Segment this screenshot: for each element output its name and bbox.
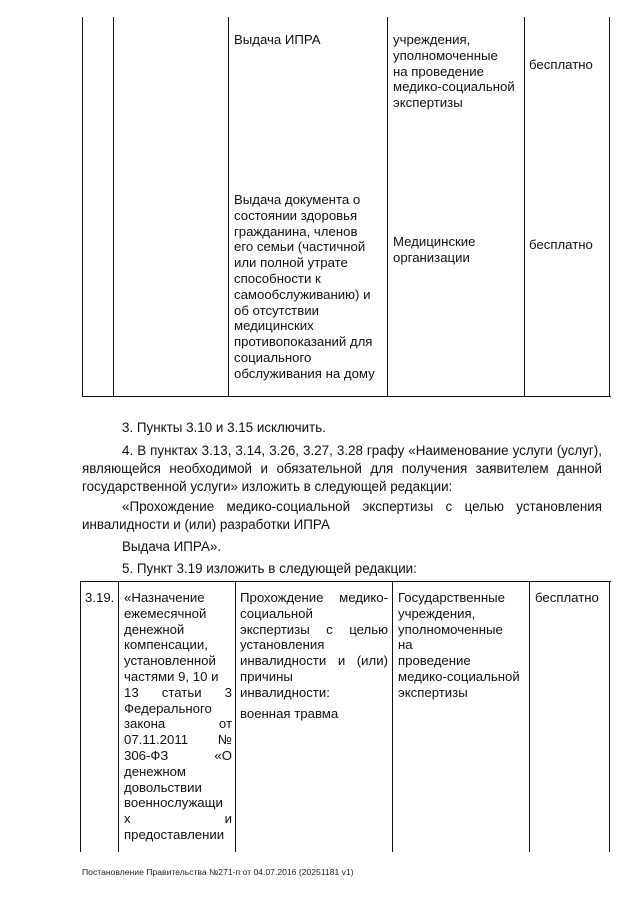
service-line: социального — [234, 349, 312, 365]
provider-line: на проведение — [393, 63, 485, 79]
name-line: закона от — [124, 716, 232, 732]
table-column-divider — [113, 17, 114, 397]
service-line: самообслуживанию) и — [234, 286, 371, 302]
service-line: противопоказаний для — [234, 334, 373, 350]
name-line: довольствии — [124, 779, 202, 795]
document-footer: Постановление Правительства №271-п от 04.07.2016 (20251181 v1) — [82, 867, 354, 877]
price-cell: бесплатно — [529, 237, 593, 252]
name-line: компенсации, — [124, 637, 208, 653]
replacement-table — [80, 581, 611, 852]
service-line: обслуживания на дому — [234, 365, 375, 381]
service-line: об отсутствии — [234, 302, 319, 318]
name-line: 07.11.2011 № — [124, 732, 232, 748]
table-column-divider — [118, 581, 119, 852]
name-line: «Назначение — [124, 590, 205, 605]
service-line: медицинских — [234, 318, 314, 334]
service-line: военная травма — [240, 705, 339, 721]
item-number-cell: 3.19. — [85, 590, 115, 605]
name-line: частями 9, 10 и — [124, 668, 219, 684]
service-line: экспертизы с целью — [240, 621, 388, 637]
service-line: Прохождение медико- — [240, 590, 388, 605]
paragraph-4: 4. В пунктах 3.13, 3.14, 3.26, 3.27, 3.28 графу «Наименование услуги (услуг), являющейся необходимой и обязательной для получения заявителем данной государственной услуги» изложить в следующей редакции: — [82, 443, 602, 494]
table-border-top — [80, 581, 611, 582]
provider-line: медико-социальной — [393, 79, 515, 95]
table-column-divider — [387, 17, 388, 397]
table-border-left — [80, 581, 81, 852]
table-column-divider — [524, 17, 525, 397]
name-line: 13 статьи 3 — [124, 684, 232, 700]
item-name-cell — [124, 590, 232, 843]
provider-cell — [393, 32, 515, 111]
provider-line: медико-социальной — [398, 668, 520, 684]
table-border-bottom — [82, 396, 611, 397]
paragraph-3: 3. Пункты 3.10 и 3.15 исключить. — [122, 420, 326, 435]
quoted-paragraph-end: Выдача ИПРА». — [122, 539, 222, 554]
provider-cell — [393, 234, 476, 266]
service-name-cell — [234, 192, 375, 382]
quoted-paragraph: «Прохождение медико-социальной экспертизы с целью установления инвалидности и (или) разработки ИПРА — [82, 499, 602, 532]
provider-line: экспертизы — [393, 95, 463, 111]
service-line: гражданина, членов — [234, 223, 358, 239]
service-line: или полной утрате — [234, 255, 348, 271]
service-line: инвалидности: — [240, 684, 330, 700]
name-line: 306-ФЗ «О — [124, 747, 232, 763]
service-line: состоянии здоровья — [234, 207, 358, 223]
service-line: социальной — [240, 605, 313, 621]
name-line: предоставлении — [124, 826, 225, 842]
provider-line: уполномоченные — [398, 621, 503, 637]
provider-line: экспертизы — [398, 684, 468, 700]
provider-line: учреждения, — [393, 32, 471, 47]
name-line: денежной — [124, 621, 185, 637]
provider-line: на проведение — [398, 637, 471, 669]
paragraph-5: 5. Пункт 3.19 изложить в следующей редакции: — [122, 561, 417, 576]
table-column-divider — [392, 581, 393, 852]
name-line: ежемесячной — [124, 605, 207, 621]
table-column-divider — [228, 17, 229, 397]
table-border-right — [609, 581, 610, 852]
name-line: военнослужащи — [124, 795, 223, 811]
service-name-cell — [240, 590, 388, 721]
provider-line: уполномоченные — [393, 47, 498, 63]
provider-line: организации — [393, 249, 470, 265]
price-cell: бесплатно — [535, 590, 599, 605]
provider-line: Государственные — [398, 590, 505, 605]
name-line: х и — [124, 811, 232, 827]
table-border-right — [609, 17, 610, 397]
service-line: инвалидности и (или) — [240, 653, 388, 669]
name-line: установленной — [124, 653, 216, 669]
provider-cell — [398, 590, 526, 701]
name-line: денежном — [124, 763, 187, 779]
provider-line: Медицинские — [393, 234, 476, 249]
service-line: способности к — [234, 270, 321, 286]
provider-line: учреждения, — [398, 605, 476, 621]
price-cell: бесплатно — [529, 57, 593, 72]
service-line: Выдача документа о — [234, 192, 361, 207]
name-line: Федерального — [124, 700, 212, 716]
service-name-cell: Выдача ИПРА — [234, 32, 321, 47]
table-border-left — [82, 17, 83, 397]
service-line: установления — [240, 637, 325, 653]
service-line: его семьи (частичной — [234, 239, 366, 255]
service-line: причины — [240, 668, 293, 684]
table-column-divider — [235, 581, 236, 852]
continued-table — [82, 17, 611, 397]
table-column-divider — [529, 581, 530, 852]
